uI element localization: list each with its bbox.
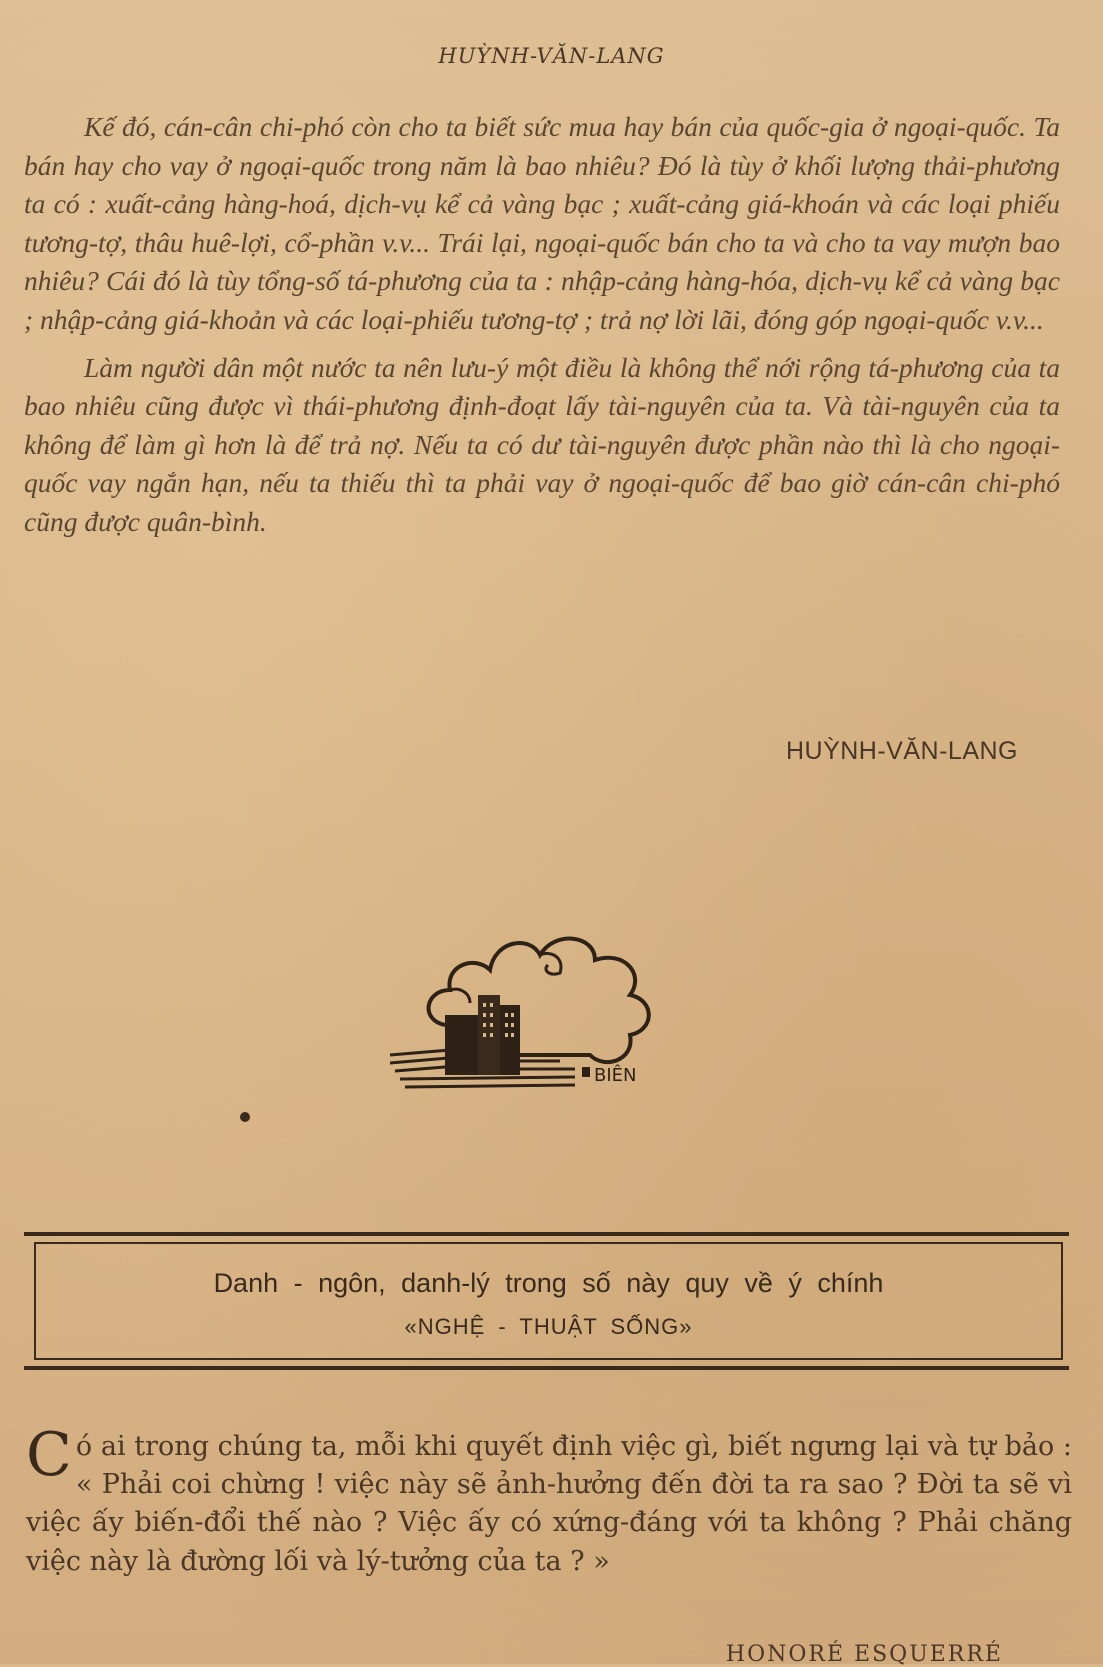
notice-frame (34, 1242, 1063, 1360)
article-body (24, 108, 1060, 551)
notice-title: «NGHỆ - THUẬT SỐNG» (404, 1314, 693, 1339)
vignette-signature: BIÊN (594, 1065, 637, 1086)
ink-dot (240, 1112, 250, 1122)
notice-text: Danh - ngôn, danh-lý trong số này quy về ý chính (213, 1268, 884, 1298)
quote-block (26, 1420, 1072, 1581)
article-paragraph: Kế đó, cán-cân chi-phó còn cho ta biết sức mua hay bán của quốc-gia ở ngoại-quốc. Ta bán hay cho vay ở ngoại-quốc trong năm là bao nhiêu? Đó là tùy ở khối lượng thải-phương ta có : xuất-cảng hàng-hoá, dịch-vụ kể cả vàng bạc ; xuất-cảng giá-khoán và các loại phiếu tương-tợ, thâu huê-lợi, cổ-phần v.v... Trái lại, ngoại-quốc bán cho ta và cho ta vay mượn bao nhiêu? Cái đó là tùy tổng-số tá-phương của ta : nhập-cảng hàng-hóa, dịch-vụ kể cả vàng bạc ; nhập-cảng giá-khoản và các loại-phiếu tương-tợ ; trả nợ lời lãi, đóng góp ngoại-quốc v.v... (24, 111, 1060, 335)
quote-text: ó ai trong chúng ta, mỗi khi quyết định việc gì, biết ngưng lại và tự bảo : « Phải coi chừng ! việc này sẽ ảnh-hưởng đến đời ta ra sao ? Đời ta sẽ vì việc ấy biến-đổi thế nào ? Việc ấy có xứng-đáng với ta không ? Phải chăng việc này là đường lối và lý-tưởng của ta ? » (26, 1431, 1072, 1577)
city-vignette-illustration (390, 895, 690, 1100)
article-paragraph: Làm người dân một nước ta nên lưu-ý một điều là không thể nới rộng tá-phương của ta bao nhiêu cũng được vì thái-phương định-đoạt lấy tài-nguyên của ta. Và tài-nguyên của ta không để làm gì hơn là để trả nợ. Nếu ta có dư tài-nguyên được phần nào thì là cho ngoại-quốc vay ngắn hạn, nếu ta thiếu thì ta phải vay ở ngoại-quốc để bao giờ cán-cân chi-phó cũng được quân-bình. (24, 351, 1060, 537)
running-head: HUỲNH-VĂN-LANG (438, 44, 665, 68)
notice-box (24, 1232, 1069, 1370)
quote-author: HONORÉ ESQUERRÉ (725, 1642, 1003, 1667)
article-signature: HUỲNH-VĂN-LANG (785, 737, 1018, 765)
quote-dropcap: C (26, 1420, 72, 1490)
